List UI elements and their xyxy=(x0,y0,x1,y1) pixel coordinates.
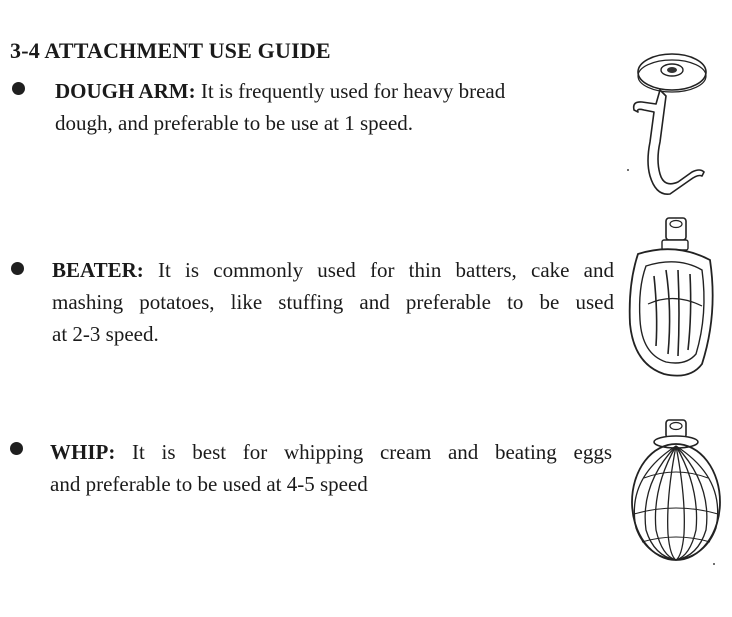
beater-label: BEATER: xyxy=(52,258,144,282)
dough-arm-label: DOUGH ARM: xyxy=(55,79,196,103)
bullet-dough xyxy=(12,82,25,95)
beater-line-1 xyxy=(52,254,614,286)
beater-line-3: at 2-3 speed. xyxy=(52,322,159,346)
whip-line-1 xyxy=(50,436,612,468)
beater-line-2: mashing potatoes, like stuffing and preferable to be used xyxy=(52,290,614,314)
wire-whip-illustration xyxy=(622,418,722,568)
dough-text-1: It is frequently used for heavy bread xyxy=(195,79,506,103)
beater-description xyxy=(52,254,614,350)
whip-line-2: and preferable to be used at 4-5 speed xyxy=(50,472,368,496)
whip-text-1: It is best for whipping cream and beating eggs xyxy=(115,440,612,464)
whip-label: WHIP: xyxy=(50,440,116,464)
beater-text-1: It is commonly used for thin batters, cake and xyxy=(143,258,614,282)
dough-hook-illustration xyxy=(620,52,712,202)
dough-line-1 xyxy=(55,75,505,107)
flat-beater-illustration xyxy=(618,214,718,386)
bullet-whip xyxy=(10,442,23,455)
dough-arm-description xyxy=(55,75,505,139)
whip-description xyxy=(50,436,612,500)
dough-line-2: dough, and preferable to be use at 1 speed. xyxy=(55,111,414,135)
section-title: 3-4 ATTACHMENT USE GUIDE xyxy=(10,38,331,63)
bullet-beater xyxy=(11,262,24,275)
